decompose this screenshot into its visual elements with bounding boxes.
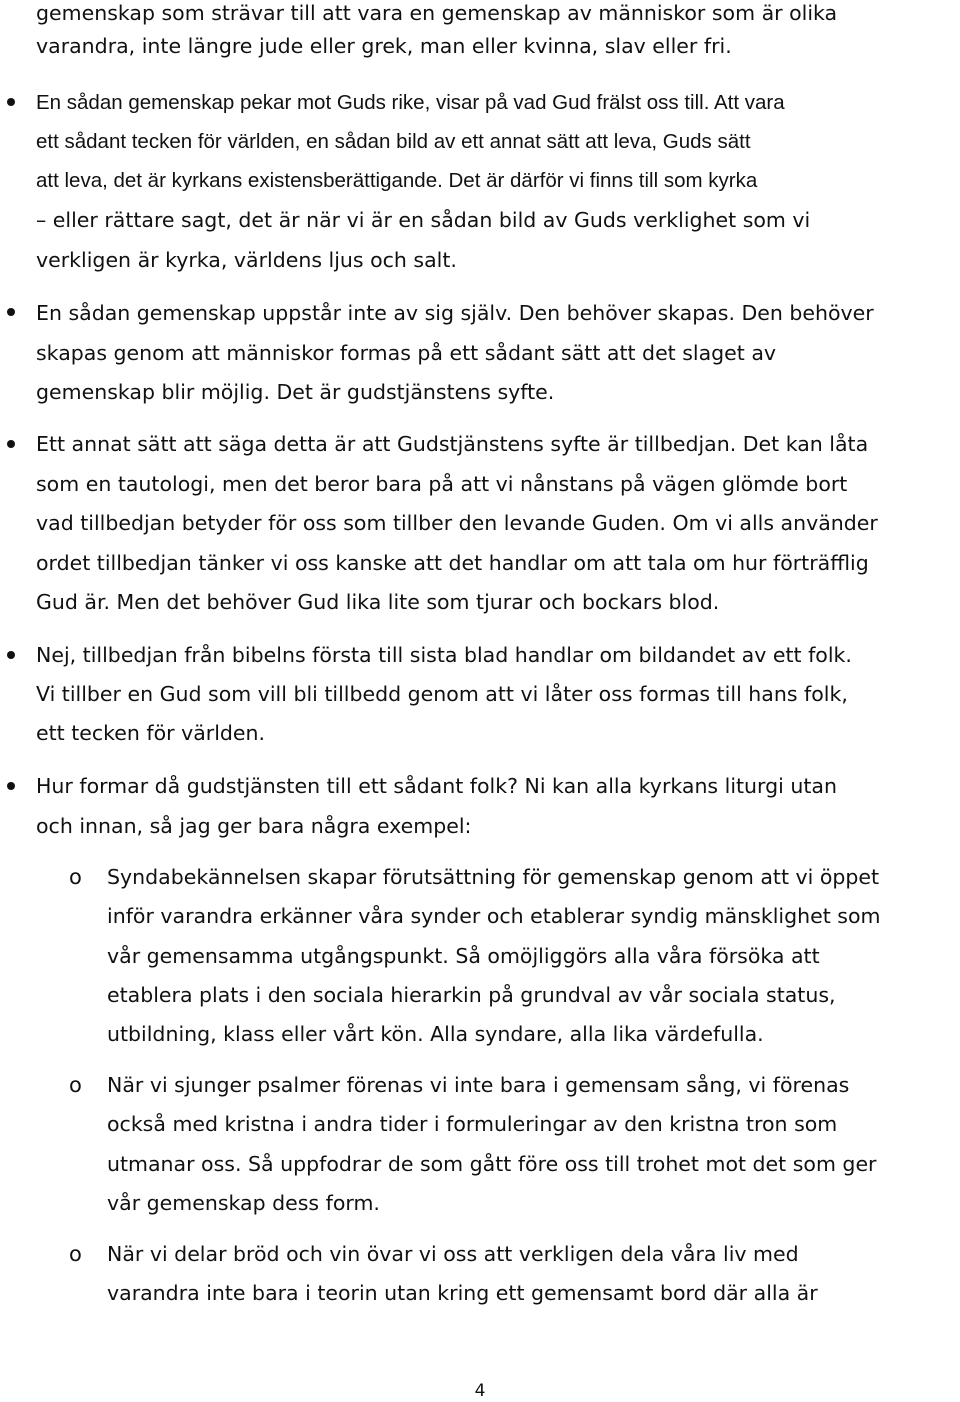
bullet-icon (7, 440, 15, 448)
bullet-1-line: verkligen är kyrka, världens ljus och salt. (36, 248, 457, 272)
bullet-3-line: Ett annat sätt att säga detta är att Gudstjänstens syfte är tillbedjan. Det kan låta (36, 432, 869, 456)
intro-line: varandra, inte längre jude eller grek, man eller kvinna, slav eller fri. (36, 34, 732, 58)
bullet-icon (7, 98, 15, 106)
bullet-2-line: En sådan gemenskap uppstår inte av sig själv. Den behöver skapas. Den behöver (36, 301, 874, 325)
sub-bullet-1-line: etablera plats i den sociala hierarkin på grundval av vår sociala status, (107, 983, 836, 1007)
bullet-1-line: – eller rättare sagt, det är när vi är en sådan bild av Guds verklighet som vi (36, 208, 811, 232)
sub-bullet-1-line: utbildning, klass eller vårt kön. Alla syndare, alla lika värdefulla. (107, 1022, 764, 1046)
bullet-1-line: En sådan gemenskap pekar mot Guds rike, visar på vad Gud frälst oss till. Att vara (36, 91, 785, 114)
sub-bullet-2-line: vår gemenskap dess form. (107, 1191, 380, 1215)
bullet-4-line: Vi tillber en Gud som vill bli tillbedd genom att vi låter oss formas till hans folk, (36, 682, 848, 706)
bullet-3-line: som en tautologi, men det beror bara på att vi nånstans på vägen glömde bort (36, 472, 848, 496)
bullet-5-line: och innan, så jag ger bara några exempel: (36, 814, 472, 838)
sub-bullet-1-line: inför varandra erkänner våra synder och etablerar syndig mänsklighet som (107, 904, 881, 928)
bullet-2-line: gemenskap blir möjlig. Det är gudstjänstens syfte. (36, 380, 555, 404)
bullet-4-line: ett tecken för världen. (36, 721, 266, 745)
bullet-2-line: skapas genom att människor formas på ett sådant sätt att det slaget av (36, 341, 777, 365)
bullet-3-line: vad tillbedjan betyder för oss som tillber den levande Guden. Om vi alls använder (36, 511, 878, 535)
sub-bullet-2-line: När vi sjunger psalmer förenas vi inte bara i gemensam sång, vi förenas (107, 1073, 850, 1097)
page-number: 4 (474, 1381, 486, 1401)
bullet-1-line: att leva, det är kyrkans existensberättigande. Det är därför vi finns till som kyrka (36, 169, 758, 192)
sub-bullet-2-line: också med kristna i andra tider i formuleringar av den kristna tron som (107, 1112, 838, 1136)
sub-bullet-marker: o (69, 865, 82, 889)
bullet-5-line: Hur formar då gudstjänsten till ett sådant folk? Ni kan alla kyrkans liturgi utan (36, 774, 837, 798)
sub-bullet-3-line: varandra inte bara i teorin utan kring ett gemensamt bord där alla är (107, 1281, 818, 1305)
sub-bullet-3-line: När vi delar bröd och vin övar vi oss att verkligen dela våra liv med (107, 1242, 799, 1266)
bullet-3-line: ordet tillbedjan tänker vi oss kanske att det handlar om att tala om hur förträfflig (36, 551, 869, 575)
sub-bullet-1-line: vår gemensamma utgångspunkt. Så omöjliggörs alla våra försöka att (107, 944, 820, 968)
bullet-icon (7, 782, 15, 790)
bullet-3-line: Gud är. Men det behöver Gud lika lite som tjurar och bockars blod. (36, 590, 720, 614)
sub-bullet-1-line: Syndabekännelsen skapar förutsättning för gemenskap genom att vi öppet (107, 865, 880, 889)
sub-bullet-marker: o (69, 1242, 82, 1266)
bullet-icon (7, 308, 15, 316)
bullet-icon (7, 651, 15, 659)
bullet-1-line: ett sådant tecken för världen, en sådan bild av ett annat sätt att leva, Guds sätt (36, 130, 751, 153)
bullet-4-line: Nej, tillbedjan från bibelns första till sista blad handlar om bildandet av ett folk. (36, 643, 852, 667)
sub-bullet-2-line: utmanar oss. Så uppfodrar de som gått före oss till trohet mot det som ger (107, 1152, 877, 1176)
sub-bullet-marker: o (69, 1073, 82, 1097)
intro-line: gemenskap som strävar till att vara en gemenskap av människor som är olika (36, 1, 838, 25)
